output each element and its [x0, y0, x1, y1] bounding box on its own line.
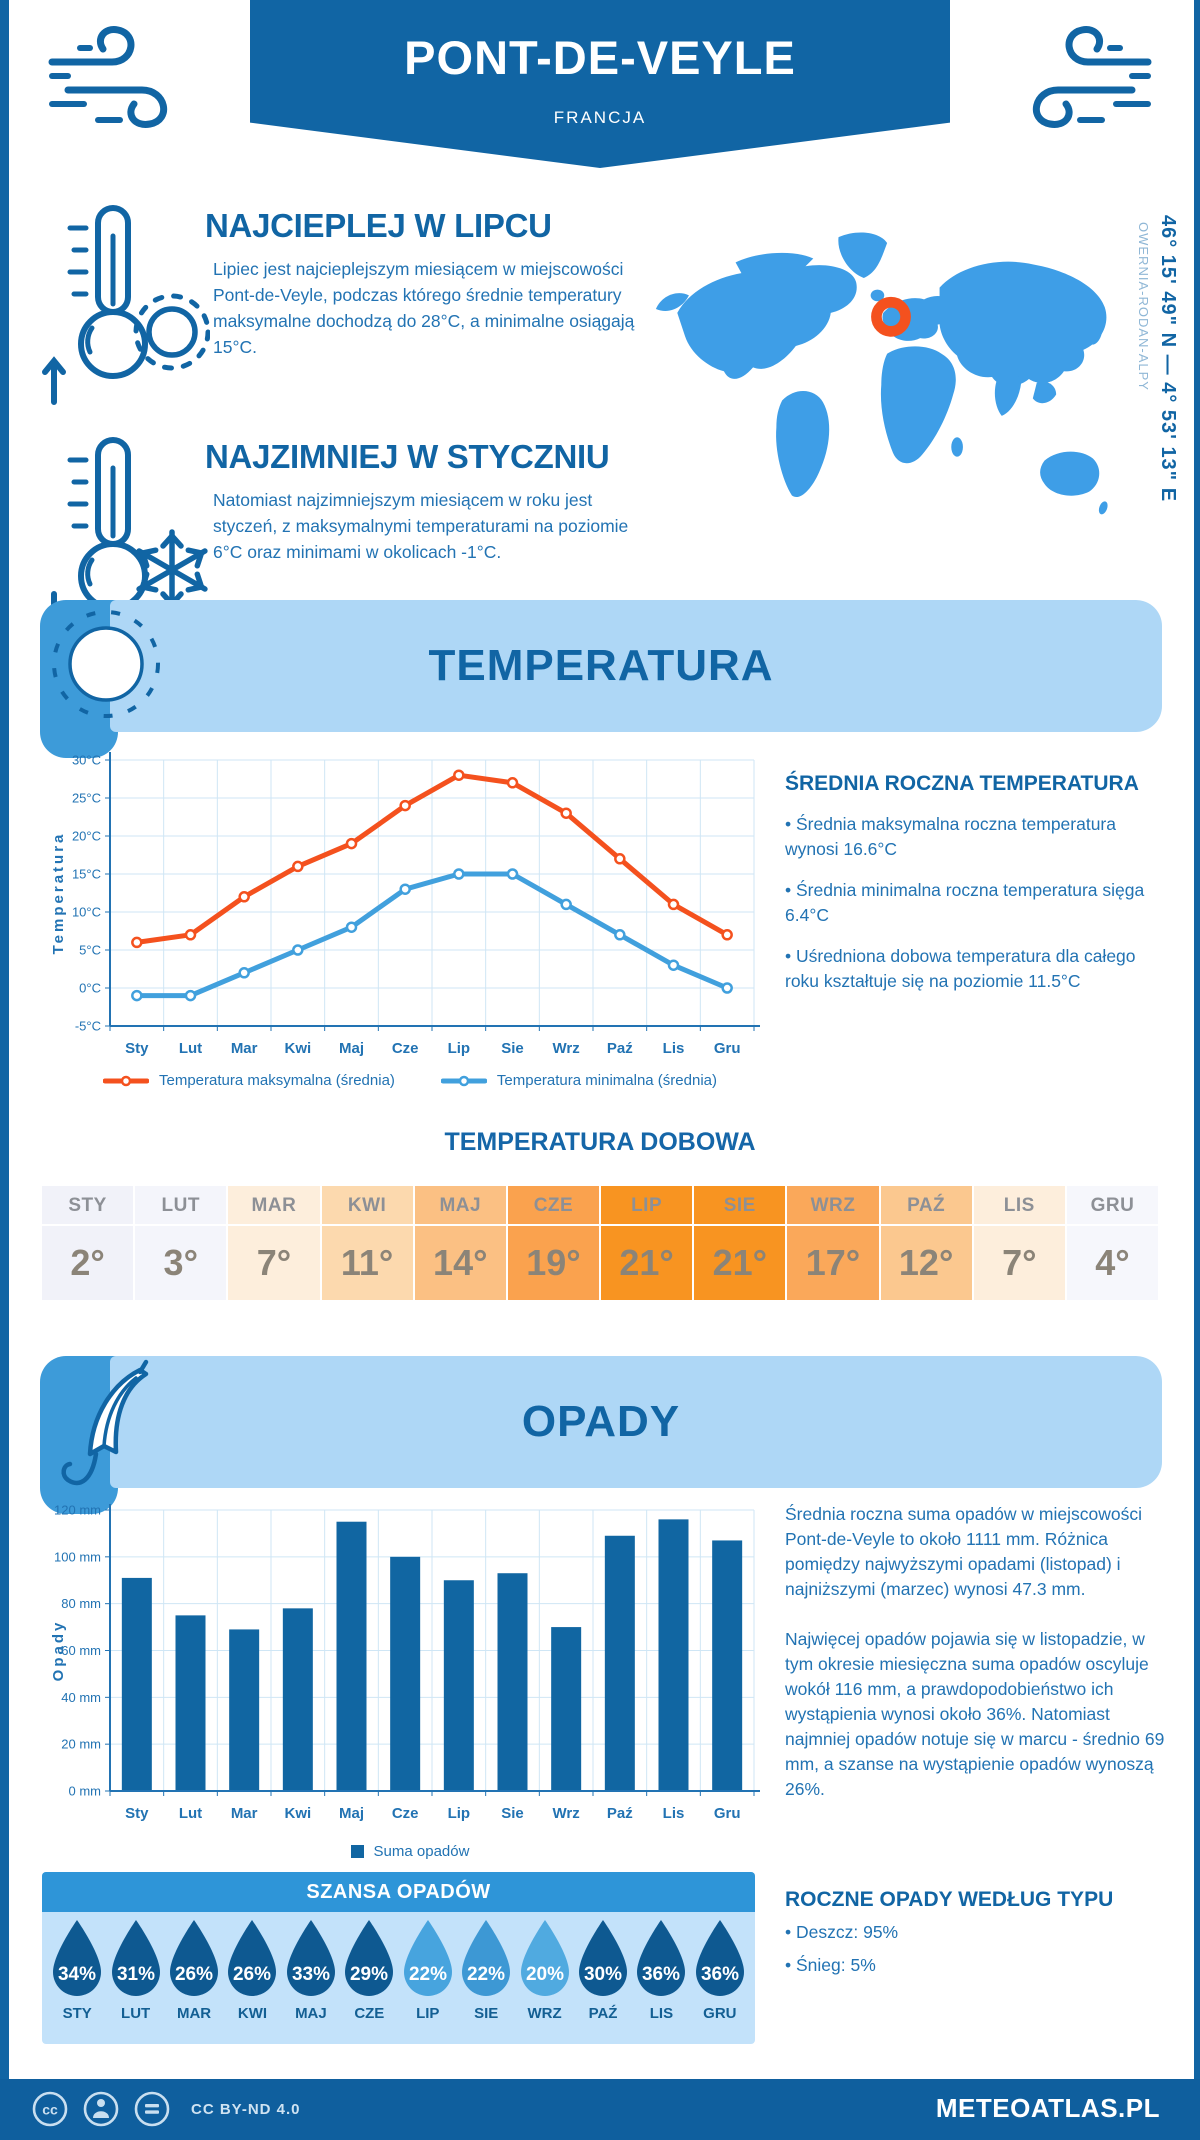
svg-text:Sty: Sty	[125, 1805, 149, 1822]
annual-temperature-bullets	[785, 812, 1165, 994]
svg-text:Paź: Paź	[606, 1040, 633, 1057]
rain-drop-icon	[341, 1918, 397, 1998]
svg-text:Opady: Opady	[50, 1619, 67, 1682]
temperature-legend	[60, 1072, 760, 1089]
svg-text:22%: 22%	[408, 1964, 447, 1985]
svg-text:Sty: Sty	[125, 1040, 149, 1057]
table-month-header: MAJ	[415, 1186, 508, 1226]
legend-label: Temperatura maksymalna (średnia)	[158, 1072, 395, 1089]
svg-text:40 mm: 40 mm	[61, 1689, 101, 1705]
temperature-section-title: TEMPERATURA	[428, 641, 774, 690]
rain-drop-month: KWI	[237, 2005, 268, 2022]
table-month-header: SIE	[694, 1186, 787, 1226]
svg-text:10°C: 10°C	[71, 904, 101, 920]
table-temperature-cell: 4°	[1067, 1226, 1158, 1300]
svg-text:15°C: 15°C	[71, 866, 101, 882]
legend-label: Temperatura minimalna (średnia)	[496, 1072, 717, 1089]
svg-text:60 mm: 60 mm	[61, 1643, 101, 1658]
legend-item	[351, 1843, 470, 1860]
table-month-header: GRU	[1067, 1186, 1158, 1226]
svg-text:29%: 29%	[350, 1964, 389, 1985]
warm-text: Lipiec jest najcieplejszym miesiącem w miejscowości Pont-de-Veyle, podczas którego średnie temperatury maksymalne dochodzą do 28°C, a minimalne osiągają 15°C.	[213, 259, 635, 357]
svg-text:20 mm: 20 mm	[61, 1736, 101, 1752]
rain-drop-column	[515, 1918, 573, 2022]
rain-drop-icon	[49, 1918, 105, 1998]
precipitation-type-bullet: • Śnieg: 5%	[785, 1955, 876, 1975]
table-temperature-cell: 14°	[415, 1226, 508, 1300]
annual-temperature-panel	[785, 772, 1165, 994]
precipitation-paragraph: Średnia roczna suma opadów w miejscowości Pont-de-Veyle to około 1111 mm. Różnica pomiędzy najwyższymi opadami (listopad) i najniższymi (marzec) wynosi 47.3 mm.	[785, 1504, 1142, 1599]
svg-text:Wrz: Wrz	[552, 1805, 580, 1822]
attribution-person-icon	[81, 2089, 121, 2129]
svg-text:33%: 33%	[291, 1964, 330, 1985]
table-month-header: LUT	[135, 1186, 228, 1226]
cold-text: Natomiast najzimniejszym miesiącem w roku jest styczeń, z maksymalnymi temperaturami na poziomie 6°C oraz minimami w okolicach -1°C.	[213, 490, 629, 562]
rain-drop-icon	[166, 1918, 222, 1998]
rain-drop-month: LIP	[416, 2005, 440, 2022]
rain-drop-icon	[283, 1918, 339, 1998]
table-temperature-cell: 3°	[135, 1226, 228, 1300]
svg-text:31%: 31%	[116, 1964, 155, 1985]
svg-text:Paź: Paź	[606, 1805, 633, 1822]
rain-drops	[48, 1918, 749, 2022]
svg-text:Lut: Lut	[178, 1805, 203, 1822]
rain-drop-month: STY	[62, 2005, 92, 2022]
rain-drop-icon	[400, 1918, 456, 1998]
rain-drop-icon	[517, 1918, 573, 1998]
table-month-header: LIP	[601, 1186, 694, 1226]
rain-drop-icon	[692, 1918, 748, 1998]
table-month-header: MAR	[228, 1186, 321, 1226]
svg-text:Kwi: Kwi	[284, 1805, 312, 1822]
svg-text:Mar: Mar	[230, 1805, 258, 1822]
daily-temp-table	[42, 1186, 1158, 1300]
rain-drop-icon	[633, 1918, 689, 1998]
svg-text:5°C: 5°C	[79, 942, 101, 958]
svg-text:80 mm: 80 mm	[61, 1596, 101, 1612]
rain-drop-column	[457, 1918, 515, 2022]
wind-icon	[978, 22, 1158, 150]
temperature-chart	[48, 742, 764, 1072]
svg-text:26%: 26%	[175, 1964, 214, 1985]
annual-temperature-heading: ŚREDNIA ROCZNA TEMPERATURA	[785, 772, 1139, 795]
rain-drop-month: WRZ	[527, 2005, 562, 2022]
table-temperature-cell: 7°	[228, 1226, 321, 1300]
legend-item	[103, 1072, 395, 1089]
table-temperature-cell: 21°	[601, 1226, 694, 1300]
rain-drop-column	[632, 1918, 690, 2022]
rain-drop-icon	[458, 1918, 514, 1998]
legend-line-marker	[103, 1075, 149, 1087]
annual-temperature-bullet: • Średnia minimalna roczna temperatura sięga 6.4°C	[785, 880, 1145, 925]
page-right-border	[1194, 0, 1200, 2140]
rain-drop-month: LIS	[649, 2005, 674, 2022]
table-temperature-cell: 2°	[42, 1226, 135, 1300]
svg-text:36%: 36%	[642, 1964, 681, 1985]
rain-drop-month: CZE	[354, 2005, 385, 2022]
svg-text:36%: 36%	[700, 1964, 739, 1985]
rain-drop-column	[399, 1918, 457, 2022]
rain-drop-month: SIE	[474, 2005, 499, 2022]
precipitation-paragraph: Najwięcej opadów pojawia się w listopadzie, w tym okresie miesięczna suma opadów oscyluje wokół 116 mm, a prawdopodobieństwo ich wystąpienia wynosi około 36%. Natomiast najmniej opadów notuje się w marcu - średnio 69 mm, a szanse na wystąpienie opadów wynoszą 26%.	[785, 1629, 1165, 1799]
rain-drop-column	[223, 1918, 281, 2022]
daily-temperature-heading: TEMPERATURA DOBOWA	[444, 1128, 756, 1156]
svg-text:34%: 34%	[58, 1964, 97, 1985]
rain-drop-month: MAJ	[295, 2005, 327, 2022]
rain-drop-column	[691, 1918, 749, 2022]
table-month-header: STY	[42, 1186, 135, 1226]
precipitation-section-title: OPADY	[521, 1397, 681, 1446]
rain-drop-column	[106, 1918, 164, 2022]
region-label: OWERNIA-RODAN-ALPY	[1136, 222, 1151, 391]
license-block	[30, 2089, 301, 2129]
svg-text:Lip: Lip	[447, 1805, 471, 1822]
temperature-section-banner	[40, 600, 1162, 732]
table-month-header: LIS	[974, 1186, 1067, 1226]
precipitation-type-panel	[785, 1888, 1170, 1978]
rain-drop-month: LUT	[121, 2005, 151, 2022]
svg-text:Mar: Mar	[230, 1040, 258, 1057]
rain-chance-panel	[42, 1872, 755, 2044]
precipitation-type-heading: ROCZNE OPADY WEDŁUG TYPU	[785, 1888, 1114, 1911]
table-temperature-cell: 19°	[508, 1226, 601, 1300]
cc-icon	[30, 2089, 70, 2129]
svg-text:-5°C: -5°C	[74, 1018, 101, 1034]
table-month-header: CZE	[508, 1186, 601, 1226]
license-label: CC BY-ND 4.0	[191, 2100, 301, 2118]
rain-drop-month: MAR	[176, 2005, 212, 2022]
daily-temp-table-header	[42, 1186, 1158, 1226]
svg-text:Lis: Lis	[662, 1805, 685, 1822]
svg-text:Wrz: Wrz	[552, 1040, 580, 1057]
svg-text:26%: 26%	[233, 1964, 272, 1985]
page-left-border	[0, 0, 9, 2140]
svg-text:100 mm: 100 mm	[54, 1549, 101, 1565]
svg-text:22%: 22%	[467, 1964, 506, 1985]
svg-text:Cze: Cze	[391, 1805, 419, 1822]
table-temperature-cell: 17°	[787, 1226, 880, 1300]
legend-label: Suma opadów	[373, 1843, 470, 1860]
table-month-header: PAŹ	[881, 1186, 974, 1226]
table-temperature-cell: 12°	[881, 1226, 974, 1300]
rain-drop-month: PAŹ	[588, 2005, 618, 2022]
table-month-header: KWI	[322, 1186, 415, 1226]
precipitation-text-panel	[785, 1502, 1170, 1827]
svg-text:Lis: Lis	[662, 1040, 685, 1057]
precipitation-type-bullet: • Deszcz: 95%	[785, 1922, 899, 1942]
rain-drop-icon	[575, 1918, 631, 1998]
rain-drop-column	[48, 1918, 106, 2022]
footer-bar	[0, 2079, 1200, 2140]
svg-text:Lut: Lut	[178, 1040, 203, 1057]
warm-heading: NAJCIEPLEJ W LIPCU	[205, 207, 552, 244]
svg-text:Kwi: Kwi	[284, 1040, 312, 1057]
legend-item	[441, 1072, 717, 1089]
page-subtitle: FRANCJA	[553, 108, 647, 127]
table-temperature-cell: 21°	[694, 1226, 787, 1300]
svg-text:20°C: 20°C	[71, 828, 101, 844]
svg-text:25°C: 25°C	[71, 790, 101, 806]
rain-drop-column	[165, 1918, 223, 2022]
table-month-header: WRZ	[787, 1186, 880, 1226]
wind-icon	[42, 22, 222, 150]
cold-heading: NAJZIMNIEJ W STYCZNIU	[205, 438, 610, 475]
rain-drop-column	[340, 1918, 398, 2022]
precipitation-chart	[48, 1496, 764, 1841]
svg-text:Gru: Gru	[713, 1805, 741, 1822]
rain-drop-icon	[108, 1918, 164, 1998]
svg-text:120 mm: 120 mm	[54, 1502, 101, 1518]
svg-text:cc: cc	[42, 2101, 58, 2118]
precipitation-type-bullets	[785, 1920, 1170, 1978]
svg-text:Cze: Cze	[391, 1040, 419, 1057]
page-title: PONT-DE-VEYLE	[404, 31, 796, 84]
rain-drop-column	[282, 1918, 340, 2022]
svg-text:0°C: 0°C	[79, 980, 101, 996]
precipitation-legend	[60, 1843, 760, 1860]
svg-text:0 mm: 0 mm	[68, 1783, 101, 1799]
annual-temperature-bullet: • Średnia maksymalna roczna temperatura wynosi 16.6°C	[785, 814, 1116, 859]
coordinates-label: 46° 15' 49" N — 4° 53' 13" E	[1157, 215, 1179, 503]
table-temperature-cell: 7°	[974, 1226, 1067, 1300]
svg-text:Lip: Lip	[447, 1040, 471, 1057]
rain-drop-icon	[224, 1918, 280, 1998]
svg-text:Sie: Sie	[501, 1805, 524, 1822]
svg-text:30%: 30%	[583, 1964, 623, 1985]
thermometer-sun-icon	[40, 200, 210, 412]
svg-text:30°C: 30°C	[71, 752, 101, 768]
legend-square-marker	[351, 1845, 364, 1858]
daily-temp-table-values	[42, 1226, 1158, 1300]
svg-text:Sie: Sie	[501, 1040, 524, 1057]
svg-text:Gru: Gru	[713, 1040, 741, 1057]
table-temperature-cell: 11°	[322, 1226, 415, 1300]
world-map	[648, 208, 1134, 548]
svg-text:Maj: Maj	[338, 1040, 365, 1057]
rain-drop-column	[574, 1918, 632, 2022]
legend-line-marker	[441, 1075, 487, 1087]
svg-text:Maj: Maj	[338, 1805, 365, 1822]
svg-text:Temperatura: Temperatura	[50, 831, 67, 955]
rain-drop-month: GRU	[703, 2005, 737, 2022]
svg-text:20%: 20%	[525, 1964, 564, 1985]
annual-temperature-bullet: • Uśredniona dobowa temperatura dla całego roku kształtuje się na poziomie 11.5°C	[785, 946, 1136, 991]
brand-label: METEOATLAS.PL	[935, 2093, 1160, 2123]
rain-chance-title: SZANSA OPADÓW	[42, 1872, 755, 1912]
precipitation-section-banner	[40, 1356, 1162, 1488]
no-derivatives-icon	[132, 2089, 172, 2129]
